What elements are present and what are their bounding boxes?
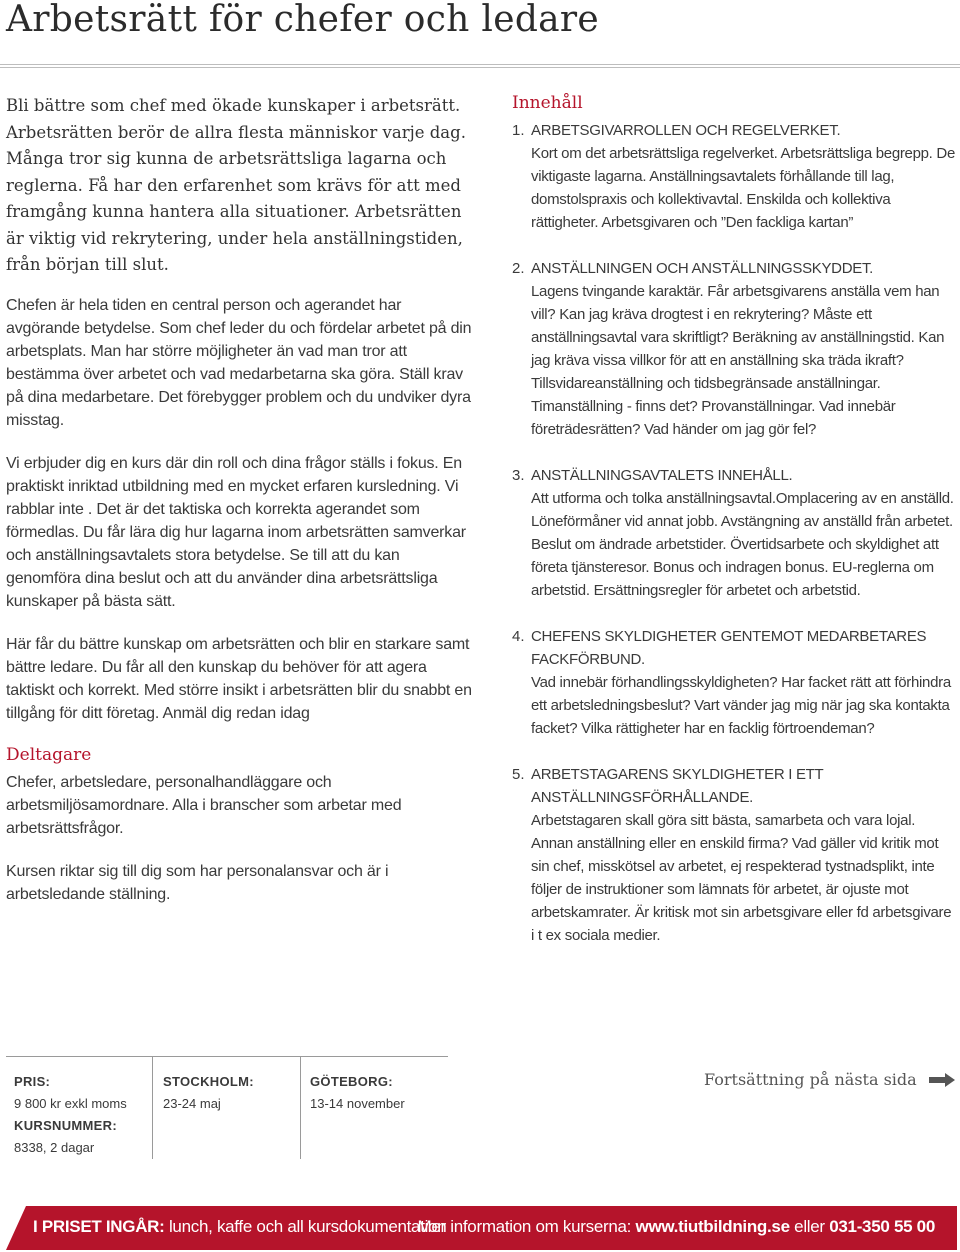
contents-item-description: Att utforma och tolka anställningsavtal.Omplacering av en anställd. Löneförmåner vid annat jobb. Avstängning av anställd från arbetet. Beslut om ändrade arbetstider. Övertidsarbete och skyldighet att företa tjänsteresor. Bonus och indragen bonus. EU-reglerna om arbetstid. Ersättningsregler för arbetet och arbetstid. — [531, 490, 954, 599]
left-column — [6, 93, 476, 926]
or-label: eller — [794, 1217, 825, 1236]
stockholm-dates: 23-24 maj — [163, 1096, 221, 1111]
goteborg-label: GÖTEBORG: — [310, 1074, 393, 1089]
course-number-value: 8338, 2 dagar — [14, 1140, 95, 1155]
bar-corner-decoration — [6, 1206, 26, 1250]
continue-label: Fortsättning på nästa sida — [704, 1070, 917, 1089]
intro-paragraph: Bli bättre som chef med ökade kunskaper i arbetsrätt. Arbetsrätten berör de allra flesta människor varje dag. Många tror sig kunna de arbetsrättsliga lagarna och reglerna. Få har den erfarenhet som krävs för att med framgång kunna hantera alla situationer. Arbetsrätten är viktig vid rekrytering, under hela anställningstiden, från början till slut. — [6, 96, 466, 274]
arrow-right-icon — [929, 1073, 955, 1087]
contents-item-text — [531, 464, 957, 602]
contents-heading: Innehåll — [512, 93, 583, 113]
included-label: I PRISET INGÅR: — [33, 1217, 165, 1236]
price-value: 9 800 kr exkl moms — [14, 1096, 127, 1111]
course-number-label: KURSNUMMER: — [14, 1118, 117, 1133]
goteborg-dates: 13-14 november — [310, 1096, 405, 1111]
more-info-label: Mer information om kurserna: — [417, 1217, 632, 1236]
contents-column — [512, 93, 957, 970]
price-label: PRIS: — [14, 1074, 51, 1089]
contents-item-text — [531, 119, 957, 234]
contents-item-number: 5. — [512, 766, 525, 783]
participants-heading: Deltagare — [6, 744, 92, 765]
contents-item-number: 3. — [512, 467, 525, 484]
info-bar — [6, 1206, 957, 1250]
contents-item-number: 4. — [512, 628, 525, 645]
body-paragraph: Här får du bättre kunskap om arbetsrätten och blir en starkare samt bättre ledare. Du får all den kunskap du behöver för att agera taktiskt och korrekt. Med större insikt i arbetsrätten blir du snabbt en tillgång för ditt företag. Anmäl dig redan idag — [6, 635, 472, 722]
contents-item — [512, 625, 957, 740]
body-paragraph: Vi erbjuder dig en kurs där din roll och dina frågor ställs i fokus. En praktiskt inriktad utbildning med en mycket erfaren kursledning. Vi rabblar inte . Det är det taktiska och korrekta agerandet som förmedlas. Du får lära dig hur lagarna inom arbetsrätten samverkar och anställningsavtalets stora betydelse. Se till att du kan genomföra dina beslut och att du använder dina arbetsrättsliga kunskaper på bästa sätt. — [6, 454, 466, 610]
more-info-text — [417, 1217, 935, 1237]
contents-item-text — [531, 257, 957, 441]
body-paragraph: Chefen är hela tiden en central person och agerandet har avgörande betydelse. Som chef leder du och fördelar arbetet på din arbetsplats. Man har större möjligheter än vad man tror att bestämma över arbetet och vad medarbetarna ska göra. Ställ krav på dina medarbetare. Det förebygger problem och du undviker dyra misstag. — [6, 296, 472, 429]
stockholm-column — [163, 1071, 254, 1115]
included-text — [33, 1217, 446, 1237]
price-column — [14, 1071, 127, 1159]
contents-item-description: Arbetstagaren skall göra sitt bästa, samarbeta och vara lojal. Annan anställning eller en enskild firma? Vad gäller vid kritik mot sin chef, misskötsel av arbetet, ej respekterad tystnadsplikt, inte följer de instruktioner som lämnats för arbetet, är ojuste mot arbetskamrater. Är kritisk mot sin arbetsgivare eller fd arbetsgivare i t ex sociala medier. — [531, 812, 952, 944]
contents-item-number: 2. — [512, 260, 525, 277]
contents-item-text — [531, 763, 957, 947]
contents-item-title: CHEFENS SKYLDIGHETER GENTEMOT MEDARBETARES FACKFÖRBUND. — [531, 628, 927, 668]
contents-item — [512, 257, 957, 441]
contents-item-title: ARBETSGIVARROLLEN OCH REGELVERKET. — [531, 122, 841, 139]
column-divider — [152, 1057, 153, 1159]
included-value: lunch, kaffe och all kursdokumentation — [168, 1217, 447, 1236]
contents-item-description: Lagens tvingande karaktär. Får arbetsgivarens anställa vem han vill? Kan jag kräva drogtest i en rekrytering? Måste ett anställningsavtal vara skriftligt? Beräkning av anställningstid. Kan jag kräva vissa villkor för att en anställning ska träda ikraft? Tillsvidareanställning och tidsbegränsade anställningar. Timanställning - finns det? Provanställningar. Vad innebär företrädesrätten? Vad händer om jag gör fel? — [531, 283, 945, 438]
contents-item-text — [531, 625, 957, 740]
contents-item — [512, 763, 957, 947]
goteborg-column — [310, 1071, 405, 1115]
contents-item-title: ANSTÄLLNINGSAVTALETS INNEHÅLL. — [531, 467, 793, 484]
title-rule-secondary — [0, 67, 960, 68]
stockholm-label: STOCKHOLM: — [163, 1074, 254, 1089]
phone-number[interactable]: 031-350 55 00 — [829, 1217, 935, 1236]
title-rule — [0, 64, 960, 65]
audience-paragraph: Kursen riktar sig till dig som har personalansvar och är i arbetsledande ställning. — [6, 862, 389, 903]
column-divider — [300, 1057, 301, 1159]
contents-item-description: Vad innebär förhandlingsskyldigheten? Har facket rätt att förhindra ett arbetsledningsbeslut? Vart vänder jag mig när jag ska kontakta facket? Vilka rättigheter har en facklig förtroendeman? — [531, 674, 951, 737]
contents-item-title: ANSTÄLLNINGEN OCH ANSTÄLLNINGSSKYDDET. — [531, 260, 874, 277]
contents-item-number: 1. — [512, 122, 525, 139]
contents-item — [512, 464, 957, 602]
course-info-box — [6, 1056, 448, 1159]
page-title: Arbetsrätt för chefer och ledare — [6, 0, 600, 40]
contents-item-title: ARBETSTAGARENS SKYLDIGHETER I ETT ANSTÄLLNINGSFÖRHÅLLANDE. — [531, 766, 824, 806]
participants-paragraph: Chefer, arbetsledare, personalhandläggare och arbetsmiljösamordnare. Alla i branscher som arbetar med arbetsrättsfrågor. — [6, 773, 402, 837]
contents-item — [512, 119, 957, 234]
continue-next-page[interactable] — [704, 1070, 955, 1089]
contents-item-description: Kort om det arbetsrättsliga regelverket. Arbetsrättsliga begrepp. De viktigaste lagarna. Anställningsavtalets förhållande till lag, domstolspraxis och kollektivavtal. Enskilda och kollektiva rättigheter. Arbetsgivaren och ”Den fackliga kartan” — [531, 145, 955, 231]
website-link[interactable]: www.tiutbildning.se — [635, 1217, 790, 1236]
